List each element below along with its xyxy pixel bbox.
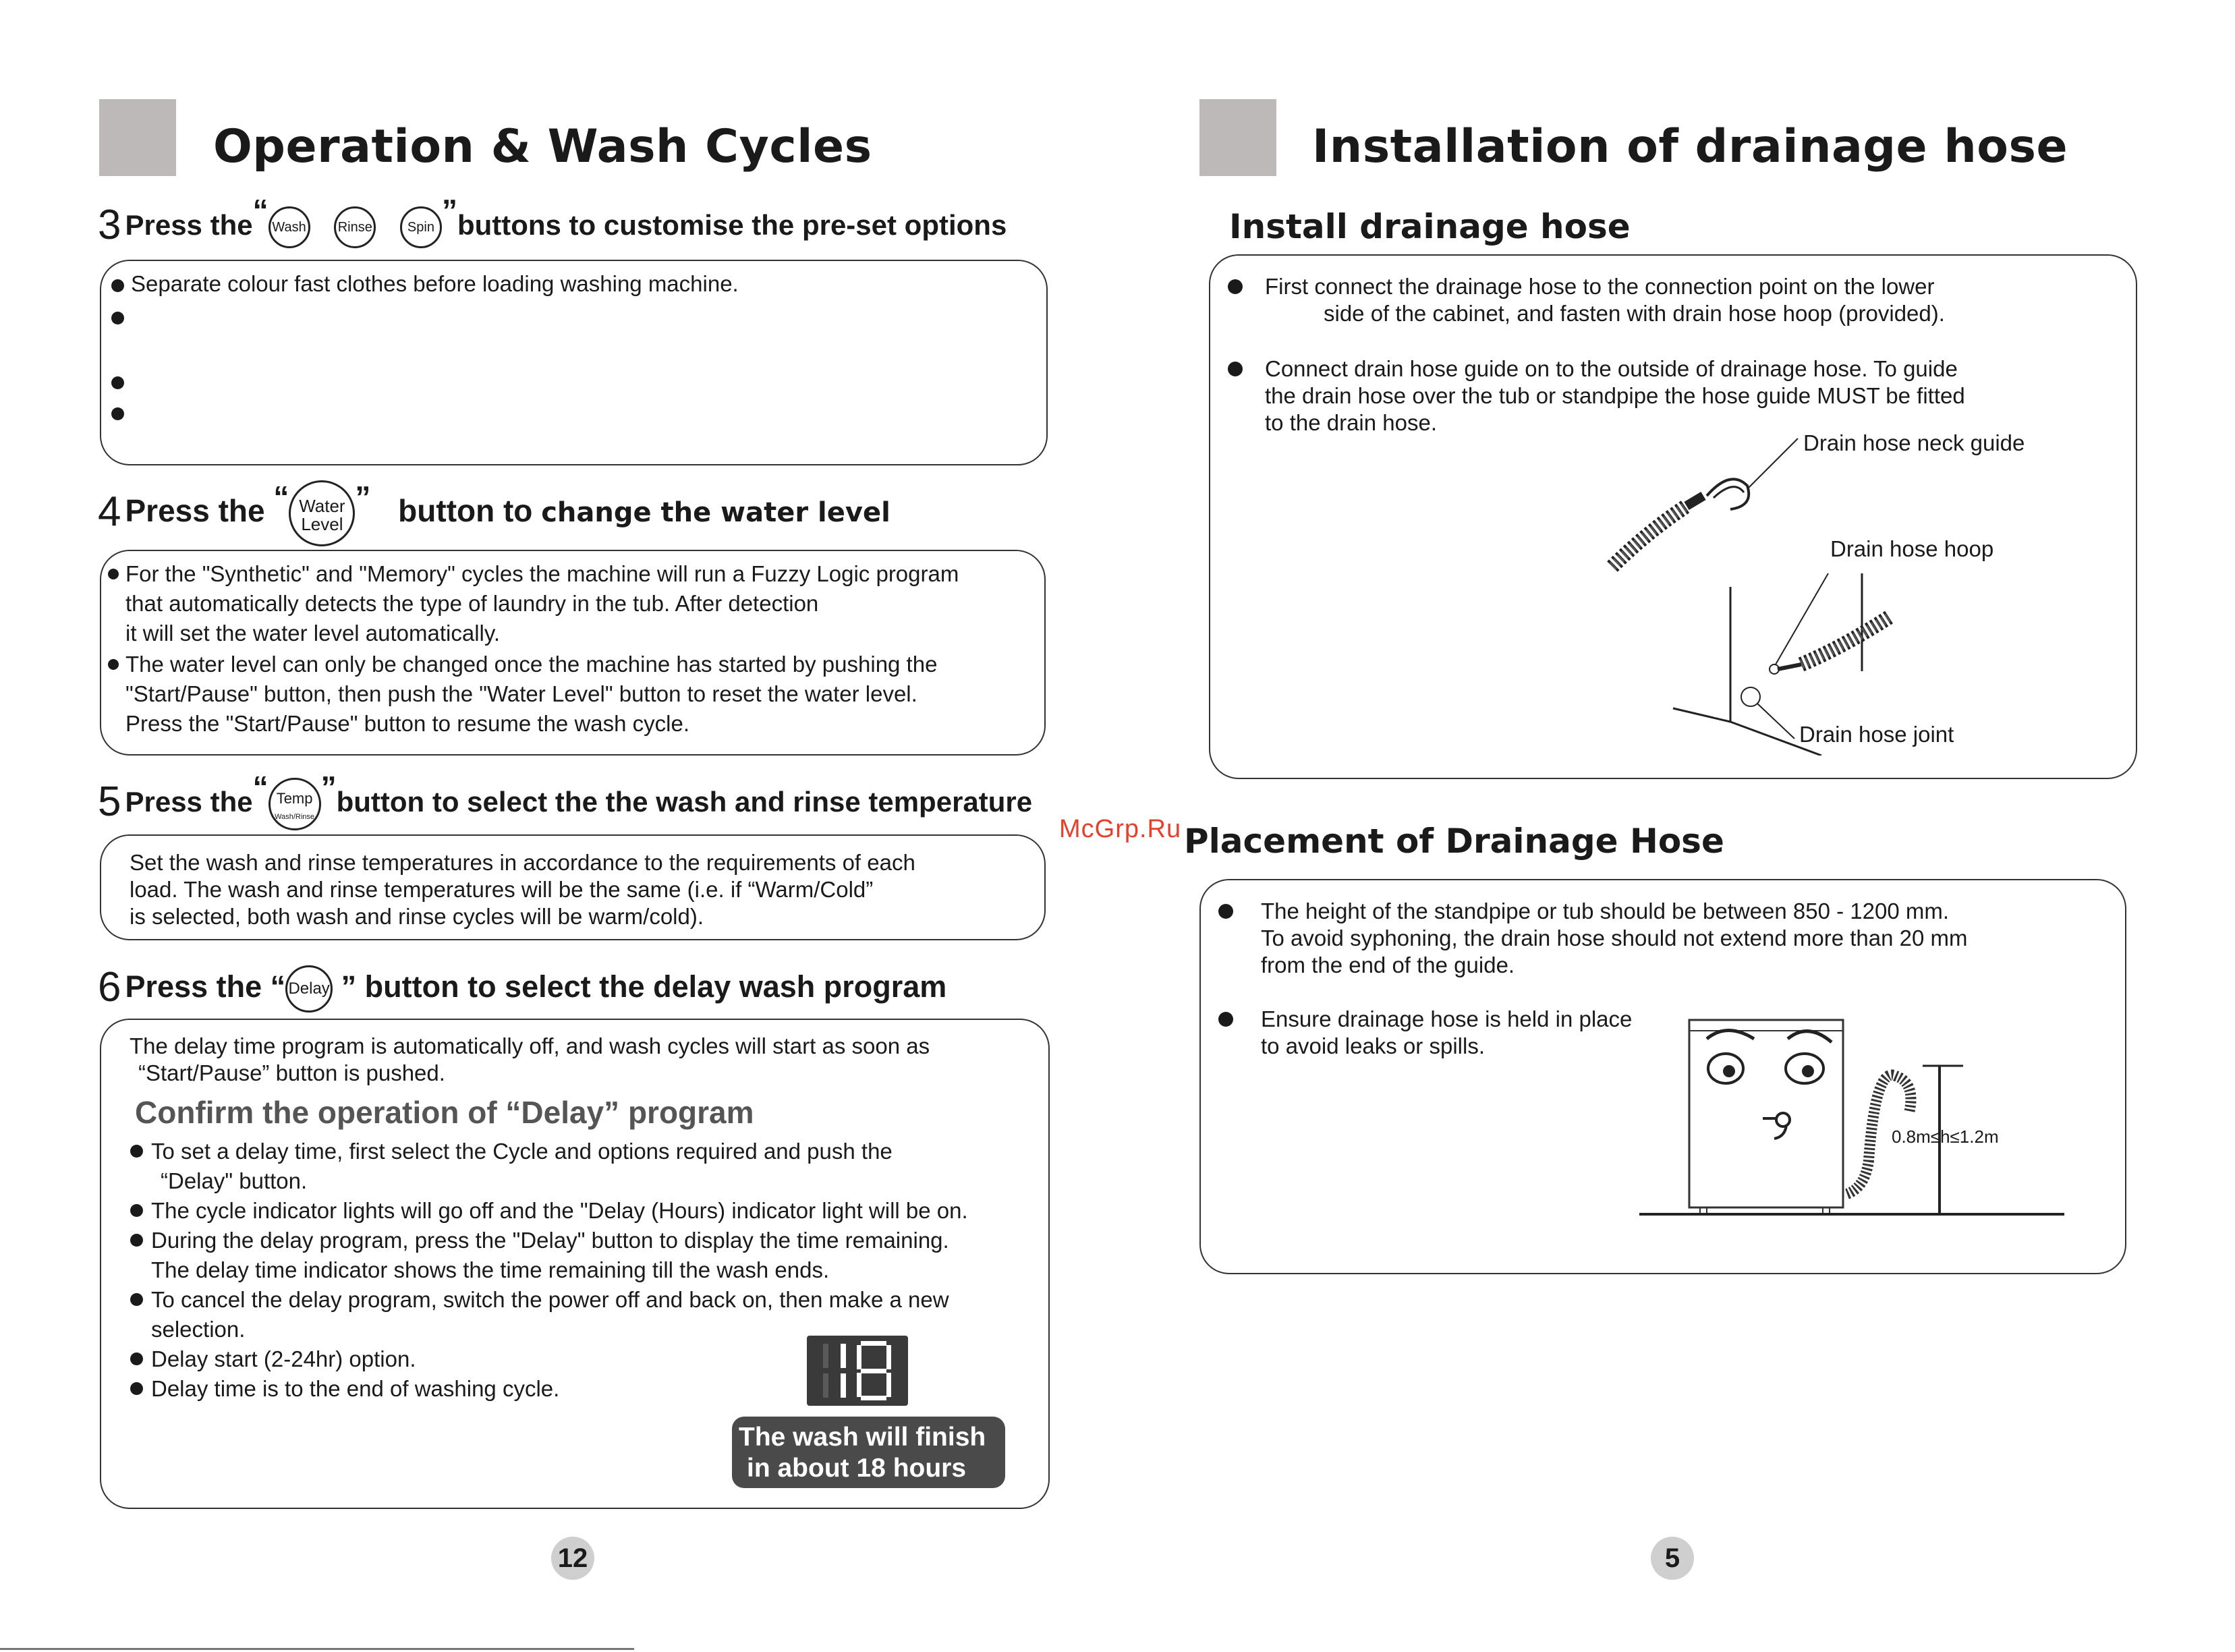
delay-line: To cancel the delay program, switch the power off and back on, then make a new — [151, 1287, 949, 1312]
step-5-line: load. The wash and rinse temperatures will be the same (i.e. if “Warm/Cold” — [130, 877, 874, 902]
step-5-line: is selected, both wash and rinse cycles will be warm/cold). — [130, 904, 704, 929]
seven-segment-display — [807, 1336, 908, 1406]
step-5-line: Set the wash and rinse temperatures in accordance to the requirements of each — [130, 850, 915, 875]
install-line: side of the cabinet, and fasten with drain hose hoop (provided). — [1324, 301, 1945, 326]
bullet — [130, 1293, 143, 1306]
step-4-line: For the "Synthetic" and "Memory" cycles the machine will run a Fuzzy Logic program — [125, 561, 959, 586]
bullet — [108, 659, 119, 670]
delay-line: To set a delay time, first select the Cycle and options required and push the — [151, 1139, 893, 1164]
placement-line: from the end of the guide. — [1261, 952, 1515, 977]
step-number: 4 — [98, 488, 121, 535]
placement-line: Ensure drainage hose is held in place — [1261, 1006, 1633, 1031]
step-suffix: buttons to customise the pre-set options — [457, 209, 1007, 241]
bullet — [1228, 362, 1243, 376]
step-3-heading: 3 Press the“ Wash Rinse Spin ”buttons to customise the pre-set options — [98, 193, 1007, 248]
watermark: McGrp.Ru — [1059, 815, 1182, 843]
delay-line: The cycle indicator lights will go off and the "Delay (Hours) indicator light will be on. — [151, 1198, 968, 1223]
delay-line: “Delay" button. — [161, 1168, 308, 1193]
temp-button-icon: Temp Wash/Rinse — [268, 778, 321, 830]
step-4-line: The water level can only be changed once the machine has started by pushing the — [125, 652, 938, 677]
placement-line: To avoid syphoning, the drain hose should not extend more than 20 mm — [1261, 925, 1968, 950]
install-line: First connect the drainage hose to the connection point on the lower — [1265, 274, 1935, 299]
step-4-heading: 4 Press the “ Water Level” button to change the water level — [98, 479, 890, 546]
step-4-line: "Start/Pause" button, then push the "Water Level" button to reset the water level. — [125, 681, 917, 706]
install-line: the drain hose over the tub or standpipe the hose guide MUST be fitted — [1265, 383, 1965, 408]
placement-illustration — [1633, 1012, 2071, 1228]
bullet — [1218, 904, 1233, 919]
step-suffix-b: change the water level — [541, 497, 890, 528]
bullet — [130, 1145, 143, 1158]
page-number: 12 — [551, 1537, 594, 1580]
step-prefix: Press the — [125, 969, 262, 1004]
spin-button-icon: Spin — [400, 206, 442, 248]
bullet — [1228, 279, 1243, 294]
bullet — [111, 279, 124, 292]
delay-line: selection. — [151, 1317, 246, 1342]
delay-subheading: Confirm the operation of “Delay” program — [135, 1095, 754, 1130]
bullet — [130, 1204, 143, 1217]
rinse-button-icon: Rinse — [334, 206, 376, 248]
bullet — [111, 312, 124, 324]
step-prefix: Press the — [125, 493, 265, 528]
step-6-heading: 6 Press the “ Delay ” button to select the delay wash program — [98, 963, 946, 1013]
placement-line: to avoid leaks or spills. — [1261, 1033, 1485, 1058]
bullet — [111, 407, 124, 420]
step-number: 3 — [98, 202, 121, 248]
drain-hose-illustration — [1606, 432, 1902, 756]
install-line: to the drain hose. — [1265, 410, 1438, 435]
bullet — [130, 1352, 143, 1365]
step-number: 6 — [98, 964, 121, 1010]
delay-button-icon: Delay — [285, 965, 333, 1013]
step-6-intro: The delay time program is automatically off, and wash cycles will start as soon as — [130, 1033, 930, 1058]
title-marker — [1199, 99, 1276, 176]
title-marker — [99, 99, 176, 176]
display-value: 18 — [857, 1403, 859, 1404]
delay-line: Delay time is to the end of washing cycle. — [151, 1376, 560, 1401]
height-range-label: 0.8m≤h≤1.2m — [1892, 1127, 1999, 1147]
step-suffix: button to select the delay wash program — [364, 969, 947, 1004]
finish-banner: The wash will finish in about 18 hours — [732, 1417, 1005, 1488]
bullet — [108, 569, 119, 579]
step-4-line: that automatically detects the type of laundry in the tub. After detection — [125, 591, 819, 616]
step-4-line: Press the "Start/Pause" button to resume the wash cycle. — [125, 711, 690, 736]
label-joint: Drain hose joint — [1799, 722, 1954, 747]
page-number: 5 — [1651, 1537, 1694, 1580]
delay-line: The delay time indicator shows the time remaining till the wash ends. — [151, 1257, 830, 1282]
install-line: Connect drain hose guide on to the outside of drainage hose. To guide — [1265, 356, 1958, 381]
bullet — [111, 376, 124, 389]
bullet — [130, 1234, 143, 1247]
step-prefix: Press the — [125, 209, 253, 241]
delay-line: During the delay program, press the "Delay" button to display the time remaining. — [151, 1228, 949, 1253]
delay-line: Delay start (2-24hr) option. — [151, 1346, 416, 1371]
step-prefix: Press the — [125, 786, 253, 818]
step-3-note: Separate colour fast clothes before loading washing machine. — [131, 271, 739, 296]
step-number: 5 — [98, 778, 121, 825]
label-hoop: Drain hose hoop — [1830, 536, 1994, 561]
wash-button-icon: Wash — [268, 206, 310, 248]
placement-line: The height of the standpipe or tub should be between 850 - 1200 mm. — [1261, 899, 1950, 923]
bullet — [130, 1382, 143, 1395]
step-suffix: button to select the the wash and rinse temperature — [336, 786, 1033, 818]
step-4-line: it will set the water level automatically. — [125, 621, 501, 646]
label-neck-guide: Drain hose neck guide — [1803, 430, 2025, 455]
placement-heading: Placement of Drainage Hose — [1184, 822, 1724, 861]
scan-edge-line — [0, 1648, 634, 1650]
water-level-button-icon: Water Level — [289, 480, 355, 546]
step-5-heading: 5 Press the“ Temp Wash/Rinse”button to select the the wash and rinse temperature — [98, 769, 1032, 830]
step-6-intro: “Start/Pause” button is pushed. — [138, 1060, 445, 1085]
delay-display — [807, 1336, 908, 1406]
page-title: Operation & Wash Cycles — [213, 120, 872, 173]
step-suffix: button to — [398, 493, 533, 528]
install-heading: Install drainage hose — [1229, 207, 1631, 246]
bullet — [1218, 1012, 1233, 1027]
page-title: Installation of drainage hose — [1312, 120, 2068, 173]
